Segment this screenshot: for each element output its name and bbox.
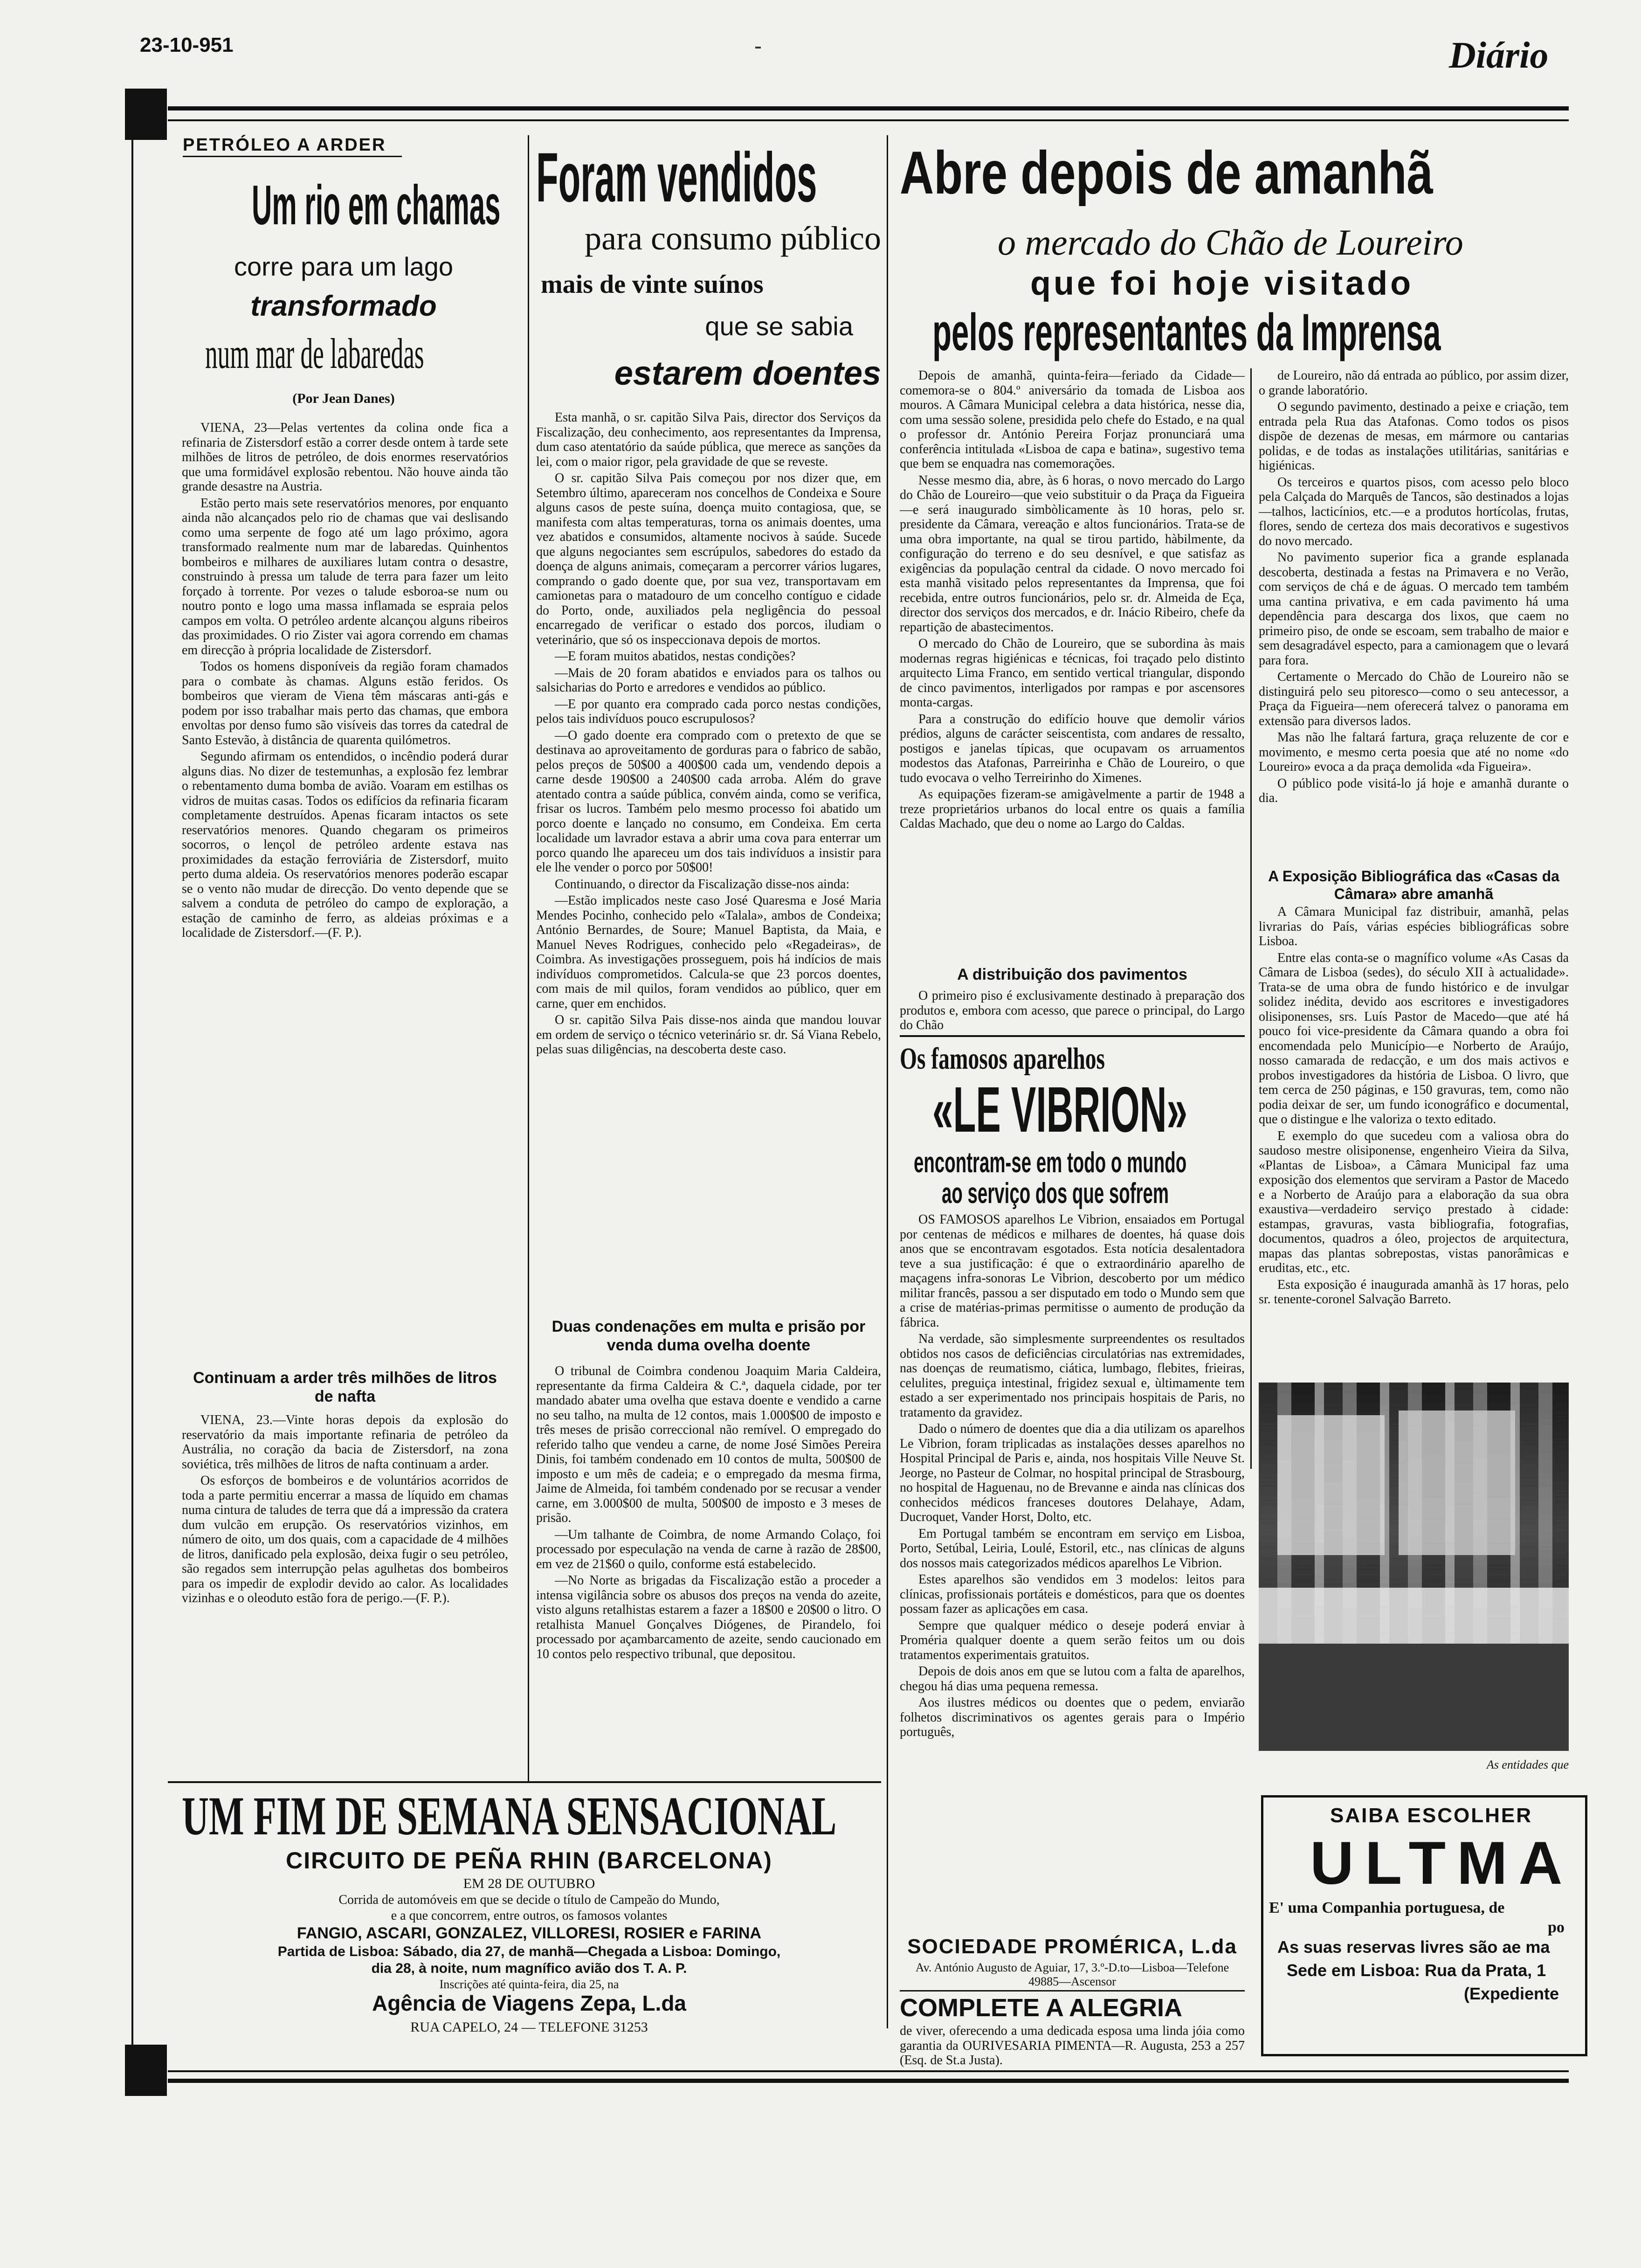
vibrion-title-1 xyxy=(900,1041,1245,1078)
expo-paragraph: E exemplo do que sucedeu com a valiosa obra do saudoso mestre olisiponense, engenheiro Vieira da Silva, «Plantas de Lisboa», a Câmara Municipal faz uma exposição dos elementos que serviram a Pastor de Macedo e a Norberto de Araújo para a elaboração da sua obra exaustiva—verdadeiro serviço prestado à cidade: estampas, gravuras, vasta bibliografia, fotografias, documentos, quadros a óleo, projectos de arquitectura, mapas das plantas sobrepostas, vistas panorâmicas e eruditas, etc., etc. xyxy=(1259,1128,1569,1275)
left-paragraph: Todos os homens disponíveis da região foram chamados para o combate às chamas. Alguns estão feridos. Os bombeiros que vieram de Viena têm máscaras anti-gás e podem por isso trabalhar mais perto das chamas, que embora envoltas por denso fumo são visíveis das torres da catedral de Santo Estevão, à distância de quarenta quilómetros. xyxy=(182,659,508,747)
top-rule-thick xyxy=(168,106,1569,111)
left-margin-line xyxy=(131,140,133,2047)
right-col2-paragraph: Os terceiros e quartos pisos, com acesso pelo bloco pela Calçada do Marquês de Tancos, são destinados a lojas—talhos, lacticínios, etc.—e a produtos hortícolas, frutas, flores, sendo de certeza dos mais decorativos e sugestivos do novo mercado. xyxy=(1259,475,1569,548)
left-sub-paragraph: Os esforços de bombeiros e de voluntários acorridos de toda a parte permitiu encerrar a massa de líquido em chamas numa cintura de taludes de terra que dá a impressão da cratera dum vulcão em erupção. Os reservatórios vizinhos, em número de oito, um dos quais, com a capacidade de 4 milhões de litros, danificado pela explosão, deixa fugir o seu petróleo, são regados sem interrupção pelas agulhetas dos bombeiros para os impedir de explodir devido ao calor. As localidades vizinhas e o oleoduto estão fora de perigo.—(F. P.). xyxy=(182,1473,508,1605)
vibrion-paragraph: Depois de dois anos em que se lutou com a falta de aparelhos, chegou há dias uma pequena remessa. xyxy=(900,1664,1245,1694)
middle-body xyxy=(536,410,881,1310)
right-title-4 xyxy=(932,303,1569,364)
expo-body xyxy=(1259,905,1569,1371)
page-date: 23-10-951 xyxy=(140,34,234,56)
right-col2-paragraph: Mas não lhe faltará fartura, graça reluzente de cor e movimento, e mesmo certa poesia que até no nome «do Loureiro» evoca a da praça demolida «da Figueira». xyxy=(1259,730,1569,774)
left-title-1 xyxy=(252,173,513,247)
bottom-rule-thick xyxy=(168,2079,1569,2083)
ultma-line1: E' uma Companhia portuguesa, de xyxy=(1269,1899,1505,1916)
right-title-2: o mercado do Chão de Loureiro xyxy=(998,222,1463,263)
bottom-ad-subhead: CIRCUITO DE PEÑA RHIN (BARCELONA) xyxy=(286,1847,772,1874)
bottom-ad-line2: e a que concorrem, entre outros, os famosos volantes xyxy=(391,1908,668,1923)
vibrion-paragraph: Na verdade, são simplesmente surpreendentes os resultados obtidos nos casos de deficiências circulatórias nas extremidades, nas doenças de reumatismo, ciática, lumbago, flebites, frieiras, celulites, preguiça intestinal, frigidez sexual e, ùltimamente tem estado a ser experimentado nos principais hospitais de Paris, no tratamento da gravidez. xyxy=(900,1332,1245,1420)
ultma-ad-box xyxy=(1261,1795,1587,2056)
left-title-4-text: num mar de labaredas xyxy=(205,330,424,377)
middle-title-2: para consumo público xyxy=(585,220,881,257)
distribution-body xyxy=(900,989,1245,1033)
left-body xyxy=(182,421,508,1348)
vibrion-title-4 xyxy=(942,1178,1240,1210)
vibrion-paragraph: Em Portugal também se encontram em serviço em Lisboa, Porto, Setúbal, Leiria, Loulé, Estoril, etc., nas clínicas de alguns dos nossos mais categorizados médicos aparelhos Le Vibrion. xyxy=(900,1526,1245,1570)
middle-title-3: mais de vinte suínos xyxy=(541,270,764,299)
bottom-ad-agency: Agência de Viagens Zepa, L.da xyxy=(372,1991,687,2015)
left-title-3: transformado xyxy=(250,290,437,322)
left-kicker: PETRÓLEO A ARDER xyxy=(183,135,386,155)
ultma-line2: As suas reservas livres são ae ma xyxy=(1277,1937,1550,1957)
middle-sub-paragraph: O tribunal de Coimbra condenou Joaquim Maria Caldeira, representante da firma Caldeira & C.ª, daquela cidade, por ter mandado abater uma ovelha que estava doente e vendido a carne no seu talho, na multa de 12 contos, mais 1.000$00 de imposto e três meses de prisão correccional não remível. O empregado do referido talho que vendeu a carne, de nome José Simões Pereira Dinis, foi também condenado em 10 contos de multa, 500$00 de imposto e um mês de cadeia; e o empregado da mesma firma, Jaime de Almeida, foi também condenado por se recusar a vender carne, em 3.000$00 de multa, 500$00 de imposto e 3 meses de prisão. xyxy=(536,1364,881,1525)
vibrion-title-4-text: ao serviço dos que sofrem xyxy=(942,1177,1169,1210)
vibrion-address: Av. António Augusto de Aguiar, 17, 3.º-D.to—Lisboa—Telefone 49885—Ascensor xyxy=(915,1961,1229,1988)
middle-subhead: Duas condenações em multa e prisão por venda duma ovelha doente xyxy=(552,1318,866,1354)
vibrion-paragraph: Sempre que qualquer médico o deseje poderá enviar à Proméria qualquer doente a quem serão feitos um ou dois tratamentos experimentais gratuitos. xyxy=(900,1618,1245,1662)
right-col1-paragraph: Nesse mesmo dia, abre, às 6 horas, o novo mercado do Largo do Chão de Loureiro—que veio substituir o da Praça da Figueira—e será inaugurado simbòlicamente às 10 horas, pelo sr. presidente da Câmara, vereação e altos funcionários. Trata-se de uma obra importante, na qual se tirou partido, hàbilmente, da configuração do terreno e do seu desnível, e que satisfaz as exigências da população central da cidade. O novo mercado foi esta manhã visitado pelos representantes da Imprensa, que foi recebida, entre outros funcionários, pelo sr. dr. Almeida de Eça, director dos serviços dos mercados, e dr. Inácio Ribeiro, chefe da repartição de abastecimentos. xyxy=(900,473,1245,635)
right-col1-paragraph: Depois de amanhã, quinta-feira—feriado da Cidade—comemora-se o 804.º aniversário da tomada de Lisboa aos mouros. A Câmara Municipal celebra a data histórica, nesse dia, com uma sessão solene, presidida pelo chefe do Estado, e na qual o professor dr. António Pereira Forjaz pronunciará uma conferência intitulada «Lisboa de capa e batina», sugestivo tema que bem se enquadra nas comemorações. xyxy=(900,368,1245,471)
bottom-ad-date: EM 28 DE OUTUBRO xyxy=(463,1876,595,1891)
middle-title-1-text: Foram vendidos xyxy=(536,138,817,216)
expo-subhead: A Exposição Bibliográfica das «Casas da Câmara» abre amanhã xyxy=(1268,868,1559,902)
vibrion-top-rule xyxy=(900,1035,1245,1037)
vibrion-paragraph: Dado o número de doentes que dia a dia utilizam os aparelhos Le Vibrion, foram triplicadas as instalações desses aparelhos no Hospital Principal de Paris e, ainda, nos hospitais Ville Neuve St. Jeorge, no Pasteur de Colmar, no hospital principal de Strasbourg, no hospital de Haguenau, no de Brevanne e ainda nas clínicas dos conhecidos médicos franceses doutores Delahaye, Adam, Ducroquet, Vander Horst, Dolto, etc. xyxy=(900,1422,1245,1524)
left-margin-mark-bottom xyxy=(125,2045,167,2096)
left-paragraph: Estão perto mais sete reservatórios menores, por enquanto ainda não alcançados pelo rio de chamas que vai deslisando como uma serpente de fogo até um lago próximo, agora transformado realmente num mar de labaredas. Quinhentos bombeiros e milhares de auxiliares lutam contra o desastre, construindo à pressa um talude de terra para fazer um leito forçado à torrente. Por vezes o talude esboroa-se num ou noutro ponto e logo uma massa inflamada se espraia pelos campos em volta. O petróleo ardente alcançou alguns ribeiros das proximidades. O rio Zister vai agora correndo em chamas em direcção à própria localidade de Zistersdorf. xyxy=(182,496,508,657)
expo-paragraph: A Câmara Municipal faz distribuir, amanhã, pelas livrarias do País, várias espécies bibliográficas sobre Lisboa. xyxy=(1259,905,1569,948)
bottom-ad-inscriptions: Inscrições até quinta-feira, dia 25, na xyxy=(439,1978,619,1991)
top-rule-thin xyxy=(168,119,1569,121)
middle-title-5: estarem doentes xyxy=(614,355,881,392)
middle-paragraph: O sr. capitão Silva Pais começou por nos dizer que, em Setembro último, apareceram nos concelhos de Condeixa e Soure alguns casos de peste suína, doença muito contagiosa, que, se manifesta com altas temperaturas, torna os animais doentes, uma vez abatidos e consumidos, altamente nocivos à saúde. Sucede que alguns negociantes sem escrúpulos, sabedores do estado da doença de alguns animais, começaram a percorrer vários lugares, comprando o gado doente que, por sua vez, transportavam em camionetas para o matadouro de um concelho contíguo e cidade do Porto, onde, auxiliados pela negligência do pessoal encarregado de verificar o estado dos porcos, iludiam o veterinário, que só os inspeccionava depois de mortos. xyxy=(536,471,881,647)
photo-floor xyxy=(1259,1644,1569,1751)
right-title-4-text: pelos representantes da Imprensa xyxy=(932,303,1441,361)
expo-paragraph: Entre elas conta-se o magnífico volume «As Casas da Câmara de Lisboa (sedes), do século XII à actualidade». Trata-se de uma obra de fundo histórico e de invulgar solidez inédita, devido aos escritores e investigadores olisiponenses, srs. Luís Pastor de Macedo—que até há pouco foi vice-presidente da Câmara quando a obra foi encomendada pelo Município—e Norberto de Araújo, nosso camarada de redacção, e um dos mais activos e probos investigadores da história de Lisboa. O livro, que tem cerca de 250 páginas, e 150 gravuras, tem, como não podia deixar de ser, um fundo iconográfico e documental, que o distingue e lhe valoriza o texto editado. xyxy=(1259,950,1569,1127)
right-title-1-text: Abre depois de amanhã xyxy=(900,138,1433,207)
bottom-ad-top-rule xyxy=(168,1781,881,1783)
vibrion-company: SOCIEDADE PROMÉRICA, L.da xyxy=(907,1935,1237,1958)
bottom-ad-headline: UM FIM DE SEMANA SENSACIONAL xyxy=(182,1785,837,1846)
left-sub-paragraph: VIENA, 23.—Vinte horas depois da explosão do reservatório da mais importante refinaria de petróleo da Austrália, no coração da bacia de Zistersdorf, na zona soviética, três milhões de litros de nafta continuam a arder. xyxy=(182,1413,508,1472)
expo-paragraph: Esta exposição é inaugurada amanhã às 17 horas, pelo sr. tenente-coronel Salvação Barreto. xyxy=(1259,1277,1569,1307)
middle-paragraph: —E por quanto era comprado cada porco nestas condições, pelos tais indivíduos pouco escrupulosos? xyxy=(536,697,881,726)
left-subhead: Continuam a arder três milhões de litros de nafta xyxy=(193,1369,497,1405)
bottom-ad-schedule-1: Partida de Lisboa: Sábado, dia 27, de manhã—Chegada a Lisboa: Domingo, xyxy=(277,1944,781,1959)
middle-paragraph: O sr. capitão Silva Pais disse-nos ainda que mandou louvar em ordem de serviço o técnico veterinário sr. dr. Sá Viana Rebelo, pelas suas diligências, na descoberta deste caso. xyxy=(536,1013,881,1057)
right-title-3: que foi hoje visitado xyxy=(1030,265,1414,302)
vibrion-title-1-text: Os famosos aparelhos xyxy=(900,1042,1105,1076)
left-kicker-underline xyxy=(183,156,402,157)
vibrion-bottom-rule xyxy=(900,1990,1245,1991)
middle-paragraph: —Mais de 20 foram abatidos e enviados para os talhos ou salsicharias do Porto e arredores e vendidos ao público. xyxy=(536,665,881,695)
middle-sub-body xyxy=(536,1364,881,1779)
photo-window xyxy=(1399,1411,1515,1555)
middle-title-1 xyxy=(536,135,881,228)
middle-paragraph: —O gado doente era comprado com o pretexto de que se destinava ao aproveitamento de gorduras para o fabrico de sabão, pelos preços de 50$00 a 400$00 cada um, vendendo depois a carne desde 190$00 a 240$00 cada arroba. Além do grave atentado contra a saúde pública, convém ainda, como se verifica, frisar os lucros. Também pelo mesmo processo foi abatido um porco doente e lançado no consumo, em Condeixa. Em certa localidade um lavrador estava a abrir uma cova para enterrar um porco quando lhe apareceu um dos tais indivíduos a insistir para ele lhe vender o porco por 50$00! xyxy=(536,728,881,875)
right-col2-paragraph: No pavimento superior fica a grande esplanada descoberta, destinada a festas na Primavera e no Verão, com serviços de chá e de águas. O mercado tem também uma cantina privativa, e em cada pavimento há uma dependência para descarga dos lixos, que caem no primeiro piso, de onde se escoam, sem trabalho de maior e sem desagradável especto, para a camionagem que o levará para fora. xyxy=(1259,550,1569,668)
left-paragraph: Segundo afirmam os entendidos, o incêndio poderá durar alguns dias. No dizer de testemunhas, a explosão fez lembrar o rebentamento duma bomba de avião. Voaram em estilhas os vidros de muitas casas. Todos os edifícios da refinaria ficaram completamente destruídos. Apenas ficaram intactos os sete reservatórios menores. Quando chegaram os primeiros socorros, o lençol de petróleo ardente estava nas proximidades da estação ferroviária de Zistersdorf, muito perto duma aldeia. Os reservatórios menores poderão escapar se o vento não mudar de direcção. Do vento depende que se salvem a conduta de petróleo do campo de exploração, a estação de caminho de ferro, as aldeias próximas e a localidade de Zistersdorf.—(F. P.). xyxy=(182,749,508,940)
vibrion-paragraph: OS FAMOSOS aparelhos Le Vibrion, ensaiados em Portugal por centenas de médicos e milhares de doentes, há quase dois anos que se encontravam esgotados. Esta notícia desalentadora teve a sua justificação: é que o extraordinário aparelho de maçagens infra-sonoras Le Vibrion, descoberto por um médico militar francês, passou a ser disputado em todo o Mundo sem que a crise de matérias-primas permitisse o aumento de produção da fábrica. xyxy=(900,1212,1245,1330)
left-sub-body xyxy=(182,1413,508,1777)
distribution-subhead: A distribuição dos pavimentos xyxy=(957,966,1187,983)
left-paragraph: VIENA, 23—Pelas vertentes da colina onde fica a refinaria de Zistersdorf estão a correr desde ontem à tarde sete milhões de litros de petróleo, de dois enormes reservatórios que uma formidável explosão rebentou. Não houve ainda tão grande desastre na Austria. xyxy=(182,421,508,494)
ultma-line4: (Expediente xyxy=(1464,1984,1559,2003)
vibrion-title-2 xyxy=(932,1075,1240,1145)
masthead: Diário xyxy=(1449,35,1549,76)
right-col2-paragraph: O público pode visitá-lo já hoje e amanhã durante o dia. xyxy=(1259,776,1569,805)
middle-paragraph: Esta manhã, o sr. capitão Silva Pais, director dos Serviços da Fiscalização, deu conhecimento, aos representantes da Imprensa, dum caso atentatório da saúde pública, que merece as sanções da lei, com o maior rigor, pela gravidade de que se reveste. xyxy=(536,410,881,469)
ultma-brand: ULTMA xyxy=(1310,1829,1574,1897)
vibrion-title-3 xyxy=(914,1147,1240,1180)
column-rule-1 xyxy=(528,135,529,1781)
right-col1-paragraph: As equipações fizeram-se amigàvelmente a partir de 1948 a treze proprietários urbanos do local entre os quais a família Caldas Machado, que deu o nome ao Largo do Caldas. xyxy=(900,787,1245,831)
ultma-top: SAIBA ESCOLHER xyxy=(1330,1804,1532,1827)
bottom-ad-drivers: FANGIO, ASCARI, GONZALEZ, VILLORESI, ROSIER e FARINA xyxy=(296,1924,762,1942)
alegria-text: de viver, oferecendo a uma dedicada esposa uma linda jóia como garantia da OURIVESARIA PIMENTA—R. Augusta, 253 a 257 (Esq. de St.a Justa). xyxy=(900,2024,1245,2067)
right-col2-paragraph: O segundo pavimento, destinado a peixe e criação, tem entrada pela Rua das Atafonas. Como todos os pisos dispõe de dezenas de mesas, em mármore ou cantarias polidas, e de todas as instalações utilitárias, sanitárias e higiénicas. xyxy=(1259,400,1569,473)
middle-title-4: que se sabia xyxy=(705,311,853,341)
bottom-ad-schedule-2: dia 28, à noite, num magnífico avião dos T. A. P. xyxy=(371,1961,687,1976)
left-title-4 xyxy=(205,330,503,381)
middle-sub-paragraph: —No Norte as brigadas da Fiscalização estão a proceder a intensa vigilância sobre os abusos dos preços na venda do azeite, visto alguns retalhistas estarem a fazer a 18$00 e 20$00 o litro. O retalhista Manuel Gonçalves Diógenes, de Pirandelo, foi processado por açambarcamento de azeite, sendo caucionado em 10 contos pelo respectivo tribunal, que depositou. xyxy=(536,1573,881,1661)
bottom-ad xyxy=(177,1786,881,2019)
right-col2-paragraph: de Loureiro, não dá entrada ao público, por assim dizer, o grande laboratório. xyxy=(1259,368,1569,398)
left-margin-mark-top xyxy=(125,89,167,140)
middle-sub-paragraph: —Um talhante de Coimbra, de nome Armando Colaço, foi processado por especulação na venda de carne à razão de 28$00, em vez de 21$60 o quilo, conforme está estabelecido. xyxy=(536,1527,881,1571)
right-col1-paragraph: O mercado do Chão de Loureiro, que se subordina às mais modernas regras higiénicas e técnicas, foi traçado pelo distinto arquitecto Lima Franco, em sentido vertical triangular, dispondo de cinco pavimentos, interligados por rampas e por ascensores monta-cargas. xyxy=(900,636,1245,710)
left-byline: (Por Jean Danes) xyxy=(292,391,395,406)
left-title-1-text: Um rio em chamas xyxy=(252,174,501,236)
vibrion-body xyxy=(900,1212,1245,1937)
middle-paragraph: Continuando, o director da Fiscalização disse-nos ainda: xyxy=(555,877,850,892)
left-title-2: corre para um lago xyxy=(234,252,453,281)
market-photo xyxy=(1259,1383,1569,1751)
middle-paragraph: —Estão implicados neste caso José Quaresma e José Maria Mendes Pocinho, conhecido pelo «Talala», ambos de Condeixa; António Bernardes, de Soure; Manuel Baptista, da Maia, e Manuel Neves Rodrigues, conhecido pelo «Regadeiras», de Coimbra. As investigações prosseguem, pois há indícios de mais indivíduos comprometidos. Calcula-se que 23 porcos doentes, com mais de mil quilos, foram vendidos ao público, quer em carne, quer em enchidos. xyxy=(536,893,881,1011)
vibrion-paragraph: Estes aparelhos são vendidos em 3 modelos: leitos para clínicas, profissionais portáteis e domésticos, para que os doentes possam fazer as aplicações em casa. xyxy=(900,1572,1245,1616)
vibrion-title-3-text: encontram-se em todo o mundo xyxy=(914,1147,1187,1179)
photo-counter xyxy=(1259,1588,1569,1644)
right-title-1 xyxy=(900,140,1552,205)
right-col2-paragraph: Certamente o Mercado do Chão de Loureiro não se distinguirá pelo seu pitoresco—como o seu antecessor, a Praça da Figueira—nem oferecerá talvez o panorama em extensão para diversos lados. xyxy=(1259,670,1569,728)
column-rule-3 xyxy=(1250,368,1252,1469)
distribution-paragraph: O primeiro piso é exclusivamente destinado à preparação dos produtos e, embora com acesso, que parece o principal, do Largo do Chão xyxy=(900,989,1245,1032)
middle-paragraph: —E foram muitos abatidos, nestas condições? xyxy=(555,649,796,664)
bottom-ad-headline-wrap xyxy=(182,1786,881,1846)
right-col1-paragraph: Para a construção do edifício houve que demolir vários prédios, alguns de carácter seiscentista, com andares de ressalto, postigos e janelas típicas, que ocupavam os arruamentos modestos das Atafonas, Parreirinha e Chão de Loureiro, o que tudo evocava o velho Terreirinho do Ximenes. xyxy=(900,712,1245,785)
right-col2-body xyxy=(1259,368,1569,872)
vibrion-title-2-text: «LE VIBRION» xyxy=(932,1074,1188,1146)
alegria-title: COMPLETE A ALEGRIA xyxy=(900,1994,1182,2022)
bottom-rule-thin xyxy=(168,2070,1569,2072)
scan-speckles xyxy=(755,47,761,48)
photo-caption: As entidades que xyxy=(1486,1758,1569,1771)
right-col1-body xyxy=(900,368,1245,965)
column-rule-2 xyxy=(887,135,888,2028)
photo-window xyxy=(1277,1415,1385,1555)
ultma-line1b: po xyxy=(1548,1919,1565,1936)
bottom-ad-address: RUA CAPELO, 24 — TELEFONE 31253 xyxy=(410,2019,648,2035)
vibrion-paragraph: Aos ilustres médicos ou doentes que o pedem, enviarão folhetos discriminativos os agentes gerais para o Império português, xyxy=(900,1695,1245,1739)
bottom-ad-line1: Corrida de automóveis em que se decide o título de Campeão do Mundo, xyxy=(338,1893,720,1907)
ultma-line3: Sede em Lisboa: Rua da Prata, 1 xyxy=(1287,1961,1546,1980)
